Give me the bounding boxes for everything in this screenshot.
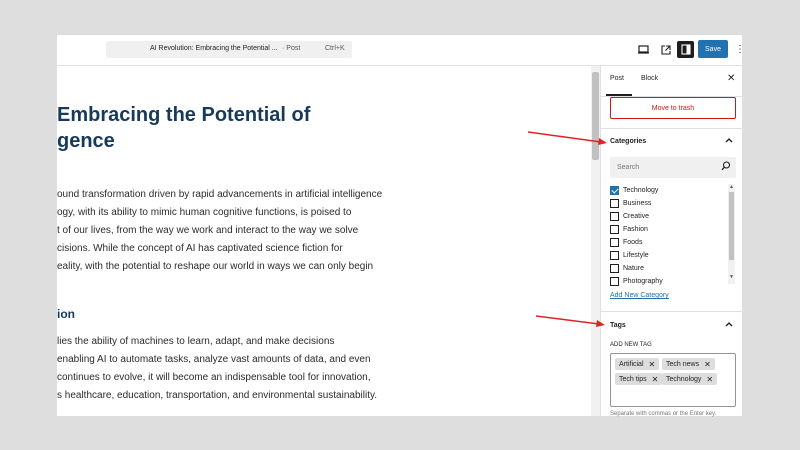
divider — [601, 128, 743, 129]
tag-input[interactable] — [610, 353, 736, 407]
text-line: cisions. While the concept of AI has captivated science fiction for — [57, 243, 343, 254]
text-line: lies the ability of machines to learn, adapt, and make decisions — [57, 336, 335, 347]
category-item[interactable] — [610, 262, 644, 274]
paragraph[interactable] — [57, 333, 377, 405]
tag-hint: Separate with commas or the Enter key. — [610, 411, 717, 417]
checkbox[interactable] — [610, 277, 619, 286]
scrollbar-thumb[interactable] — [729, 192, 734, 260]
category-label: Photography — [623, 277, 663, 285]
content-scrollbar[interactable] — [591, 66, 600, 416]
tab-block[interactable]: Block — [641, 75, 659, 82]
category-item[interactable] — [610, 223, 648, 235]
editor-topbar — [57, 35, 745, 66]
text-line: enabling AI to automate tasks, analyze vast amounts of data, and even — [57, 354, 371, 365]
remove-tag-icon[interactable]: ✕ — [651, 374, 659, 384]
annotation-arrow — [525, 128, 610, 150]
search-placeholder: Search — [617, 164, 640, 171]
checkbox[interactable] — [610, 264, 619, 273]
desktop-icon[interactable] — [635, 41, 652, 58]
close-icon[interactable]: ✕ — [727, 73, 736, 84]
text-line: continues to evolve, it will become an indispensable tool for innovation, — [57, 372, 371, 383]
category-label: Business — [623, 199, 652, 207]
checkbox[interactable] — [610, 225, 619, 234]
category-label: Nature — [623, 264, 645, 272]
category-item[interactable] — [610, 236, 642, 248]
category-label: Creative — [623, 212, 650, 220]
category-list — [610, 184, 728, 284]
remove-tag-icon[interactable]: ✕ — [704, 359, 711, 369]
category-item[interactable] — [610, 210, 649, 222]
text-line: s healthcare, education, transportation, and environmental sustainability. — [57, 390, 378, 401]
paragraph[interactable] — [57, 186, 382, 276]
tag-label: Artificial — [619, 360, 644, 368]
checkbox[interactable] — [610, 212, 619, 221]
category-label: Technology — [623, 186, 659, 194]
scroll-down-icon[interactable]: ▼ — [729, 274, 734, 280]
tag-token — [662, 358, 715, 370]
post-title[interactable] — [57, 102, 310, 154]
tag-token — [615, 358, 659, 370]
annotation-arrow — [533, 312, 608, 332]
text-line: eality, with the potential to reshape our world in ways we can only begin — [57, 261, 374, 272]
sidebar-settings-icon[interactable] — [677, 41, 694, 58]
add-new-category-link[interactable]: Add New Category — [610, 292, 669, 299]
tags-panel-title[interactable]: Tags — [610, 322, 626, 329]
remove-tag-icon[interactable]: ✕ — [706, 374, 714, 384]
category-item[interactable] — [610, 197, 651, 209]
scroll-up-icon[interactable]: ▲ — [729, 184, 734, 190]
settings-sidebar — [600, 66, 742, 416]
chevron-up-icon[interactable] — [725, 136, 733, 145]
checkbox[interactable] — [610, 199, 619, 208]
category-label: Foods — [623, 238, 643, 246]
external-link-icon[interactable] — [657, 41, 674, 58]
tag-label: Technology — [666, 375, 702, 383]
divider — [601, 311, 743, 312]
save-button[interactable]: Save — [698, 40, 728, 58]
tag-token — [615, 373, 662, 385]
category-item[interactable] — [610, 275, 663, 287]
category-label: Fashion — [623, 225, 648, 233]
document-type: · Post — [282, 45, 301, 52]
checkbox-checked[interactable] — [610, 186, 619, 195]
shortcut-hint: Ctrl+K — [325, 45, 345, 52]
post-title-line: gence — [57, 130, 115, 152]
more-options-icon[interactable]: ⋮ — [735, 44, 745, 55]
text-line: t of our lives, from the way we work and interact to the way we solve — [57, 225, 359, 236]
tab-post[interactable]: Post — [610, 75, 625, 82]
search-icon — [721, 161, 731, 173]
section-heading[interactable]: ion — [57, 307, 75, 321]
tag-label: Tech news — [666, 360, 700, 368]
command-bar[interactable] — [106, 41, 352, 58]
post-content[interactable] — [57, 66, 591, 416]
tag-label: Tech tips — [619, 375, 647, 383]
text-line: ogy, with its ability to mimic human cognitive functions, is poised to — [57, 207, 352, 218]
chevron-up-icon[interactable] — [725, 320, 733, 329]
checkbox[interactable] — [610, 238, 619, 247]
editor-window — [57, 35, 745, 417]
document-title: AI Revolution: Embracing the Potential ... — [150, 45, 278, 52]
tag-token — [662, 373, 717, 385]
move-to-trash-button[interactable]: Move to trash — [610, 97, 736, 119]
category-list-scrollbar[interactable] — [728, 184, 735, 284]
add-new-tag-label: ADD NEW TAG — [610, 342, 652, 348]
category-search-input[interactable] — [610, 157, 736, 178]
category-item[interactable] — [610, 184, 658, 196]
text-line: ound transformation driven by rapid advancements in artificial intelligence — [57, 189, 383, 200]
category-label: Lifestyle — [623, 251, 649, 259]
category-item[interactable] — [610, 249, 649, 261]
checkbox[interactable] — [610, 251, 619, 260]
post-title-line: Embracing the Potential of — [57, 104, 311, 126]
categories-panel-title[interactable]: Categories — [610, 138, 647, 145]
remove-tag-icon[interactable]: ✕ — [648, 359, 656, 369]
